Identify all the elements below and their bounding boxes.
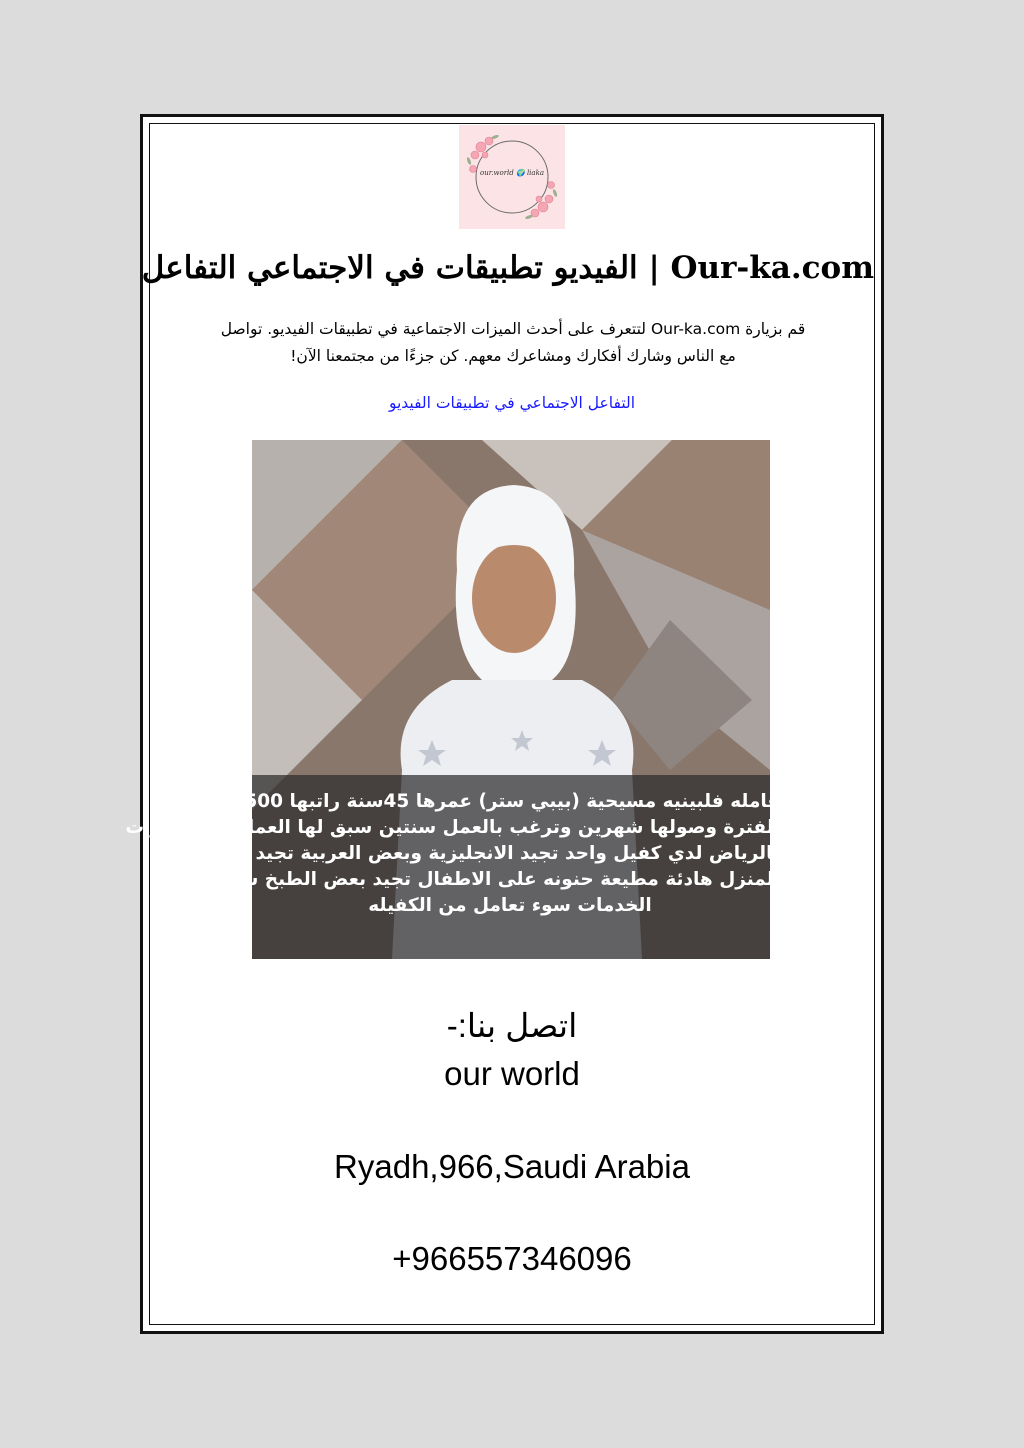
photo-caption (125, 789, 780, 919)
caption-line-2: الفترة وصولها شهرين وترغب بالعمل سنتين سبق لها العمل ست سنوات (125, 817, 780, 838)
floral-wreath-icon (459, 125, 565, 229)
description-line-1: قم بزيارة Our-ka.com لتتعرف على أحدث الميزات الاجتماعية في تطبيقات الفيديو. تواصل (220, 320, 806, 338)
contact-name: our world (444, 1055, 580, 1092)
description-line-2: مع الناس وشارك أفكارك ومشاعرك معهم. كن جزءًا من مجتمعنا الآن! (290, 347, 736, 365)
caption-line-1: عامله فلبينيه مسيحية (بيبي ستر) عمرها 45سنة راتبها 1500ريال (190, 791, 780, 812)
caption-line-5: الخدمات سوء تعامل من الكفيله (368, 895, 652, 916)
logo-text: our.world 🌍 liaka (479, 169, 545, 177)
profile-photo (125, 440, 780, 959)
page-title: Our-ka.com | الفيديو تطبيقات في الاجتماعي التفاعل (141, 250, 874, 286)
article-link[interactable]: التفاعل الاجتماعي في تطبيقات الفيديو (388, 394, 636, 412)
logo (459, 125, 565, 229)
contact-address: Ryadh,966,Saudi Arabia (334, 1148, 690, 1185)
description-text (158, 316, 868, 370)
contact-heading: اتصل بنا:- (446, 1007, 578, 1044)
caption-line-3: بالرياض لدي كفيل واحد تجيد الانجليزية وبعض العربية تجيد أعمال (194, 843, 780, 864)
caption-line-4: المنزل هادئة مطيعة حنونه على الاطفال تجيد بعض الطبخ سبب نقل (169, 869, 780, 890)
contact-phone[interactable]: +966557346096 (392, 1240, 632, 1277)
